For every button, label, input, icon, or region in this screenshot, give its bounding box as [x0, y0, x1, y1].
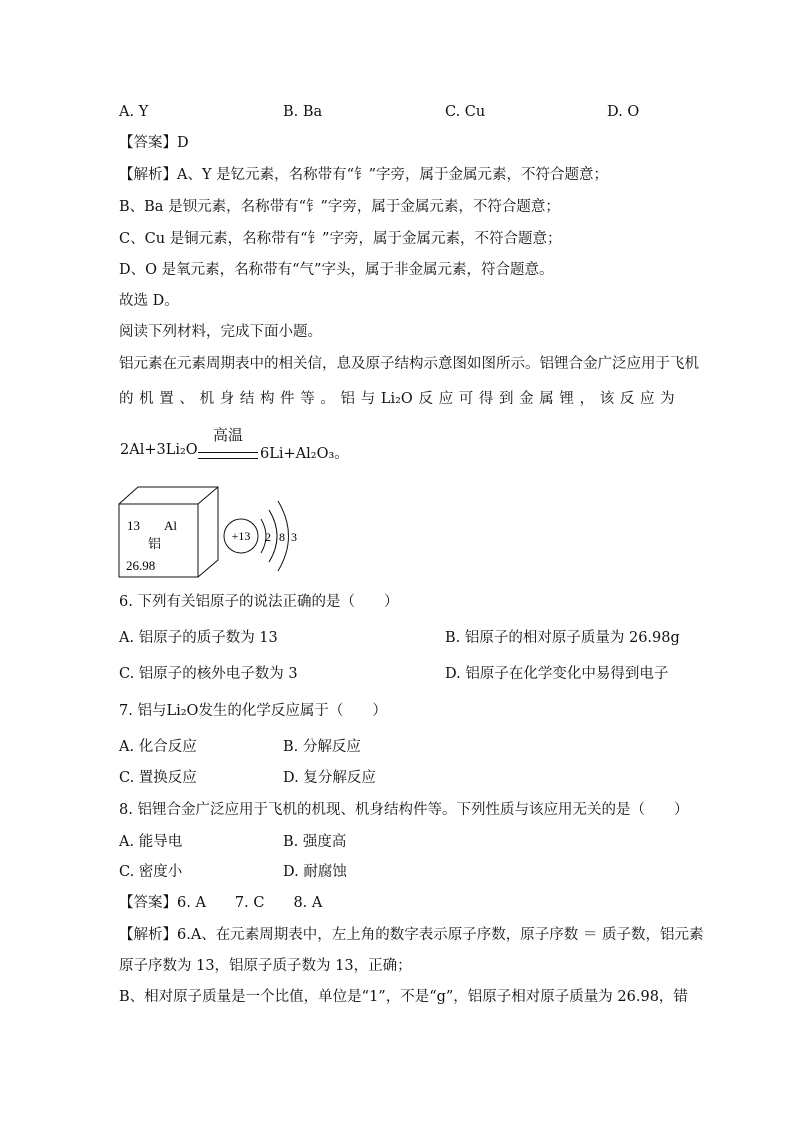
material-line-2-char: 铝	[340, 391, 356, 407]
q5-option-b: B. Ba	[283, 104, 323, 120]
q5-explanation-line: D、O 是氧元素，名称带有“气”字头，属于非金属元素，符合题意。	[119, 262, 554, 278]
material-line-2-char: 机	[139, 391, 154, 407]
reaction-equation	[120, 426, 380, 466]
q5-option-c: C. Cu	[445, 104, 486, 120]
q5-answer: 【答案】D	[119, 135, 189, 151]
material-line-2-char: 。	[320, 391, 335, 407]
material-line-2-char: 机	[199, 391, 215, 407]
q6-option-c: C. 铝原子的核外电子数为 3	[119, 666, 298, 682]
material-line-2-char: 可	[458, 391, 474, 407]
nucleus-charge: +13	[231, 529, 251, 543]
equation-products: 6Li+Al₂O₃。	[260, 446, 349, 462]
material-line-2-char: 应	[438, 391, 454, 407]
material-line-2-char: 结	[239, 391, 255, 407]
equation-equals-sign	[198, 452, 258, 459]
material-line-2-char: 置	[159, 391, 174, 407]
material-line-2-char: 、	[179, 391, 194, 407]
material-line-2-char: 反	[418, 391, 433, 407]
material-line-2-char: 得	[478, 391, 494, 407]
material-line-2-char: 应	[639, 391, 655, 407]
explanation-line: B、相对原子质量是一个比值，单位是“1”，不是“g”，铝原子相对原子质量为 26.98，错	[119, 989, 688, 1005]
explanation-line: 原子序数为 13，铝原子质子数为 13，正确；	[119, 958, 412, 974]
tile-atomic-number: 13	[127, 518, 140, 533]
material-line-2-char: 为	[660, 391, 675, 407]
answers-6-8: 【答案】6. A 7. C 8. A	[119, 895, 323, 911]
q8-option-d: D. 耐腐蚀	[283, 864, 347, 880]
q6-option-a: A. 铝原子的质子数为 13	[119, 630, 278, 646]
shell-electron-count: 3	[291, 530, 297, 544]
q8-option-b: B. 强度高	[283, 834, 347, 850]
q7-option-d: D. 复分解反应	[283, 770, 376, 786]
q7-stem: 7. 铝与Li₂O发生的化学反应属于（ ）	[119, 703, 387, 719]
q5-option-a: A. Y	[119, 104, 149, 120]
q7-option-a: A. 化合反应	[119, 739, 197, 755]
element-figure	[118, 486, 308, 578]
tile-atomic-mass: 26.98	[126, 558, 156, 573]
material-line-2-char: 该	[599, 391, 615, 407]
reading-intro: 阅读下列材料，完成下面小题。	[119, 324, 322, 340]
shell-electron-count: 8	[279, 530, 285, 544]
tile-name: 铝	[148, 537, 162, 552]
explanation-line: 【解析】6.A、在元素周期表中，左上角的数字表示原子序数，原子序数 ＝ 质子数，铝元素	[119, 927, 704, 943]
material-line-2-char: 件	[280, 391, 295, 407]
q6-option-b: B. 铝原子的相对原子质量为 26.98g	[445, 630, 680, 646]
q8-option-a: A. 能导电	[119, 834, 183, 850]
equation-reactants: 2Al+3Li₂O	[120, 442, 198, 458]
q6-option-d: D. 铝原子在化学变化中易得到电子	[445, 666, 669, 682]
material-line-2-char: ，	[579, 391, 595, 407]
material-line-1: 铝元素在元素周期表中的相关信，息及原子结构示意图如图所示。铝锂合金广泛应用于飞机	[119, 356, 699, 372]
material-line-2-char: 到	[499, 391, 514, 407]
material-line-2-char: 身	[219, 391, 235, 407]
material-line-2	[119, 389, 675, 409]
q5-explanation-line: 【解析】A、Y 是钇元素，名称带有“钅”字旁，属于金属元素，不符合题意；	[119, 167, 608, 183]
material-line-2-char: 等	[300, 391, 315, 407]
q5-explanation-line: B、Ba 是钡元素，名称带有“钅”字旁，属于金属元素，不符合题意；	[119, 199, 560, 215]
material-line-2-char: 构	[259, 391, 275, 407]
material-line-2-char: 锂	[559, 391, 574, 407]
q7-option-c: C. 置换反应	[119, 770, 197, 786]
equation-condition: 高温	[212, 426, 243, 444]
q5-explanation-line: 故选 D。	[119, 293, 179, 309]
material-line-2-char: 的	[119, 391, 134, 407]
q8-stem: 8. 铝锂合金广泛应用于飞机的机现、机身结构件等。下列性质与该应用无关的是（ ）	[119, 802, 689, 818]
q5-option-d: D. O	[607, 104, 640, 120]
q6-stem: 6. 下列有关铝原子的说法正确的是（ ）	[119, 594, 399, 610]
material-line-2-char: Li₂O	[380, 391, 413, 407]
q5-explanation-line: C、Cu 是铜元素，名称带有“钅”字旁，属于金属元素，不符合题意；	[119, 231, 562, 247]
q7-option-b: B. 分解反应	[283, 739, 361, 755]
material-line-2-char: 属	[539, 391, 554, 407]
tile-symbol: Al	[164, 518, 177, 533]
material-line-2-char: 金	[519, 391, 534, 407]
q8-option-c: C. 密度小	[119, 864, 183, 880]
material-line-2-char: 反	[619, 391, 635, 407]
shell-electron-count: 2	[265, 530, 271, 544]
material-line-2-char: 与	[360, 391, 376, 407]
